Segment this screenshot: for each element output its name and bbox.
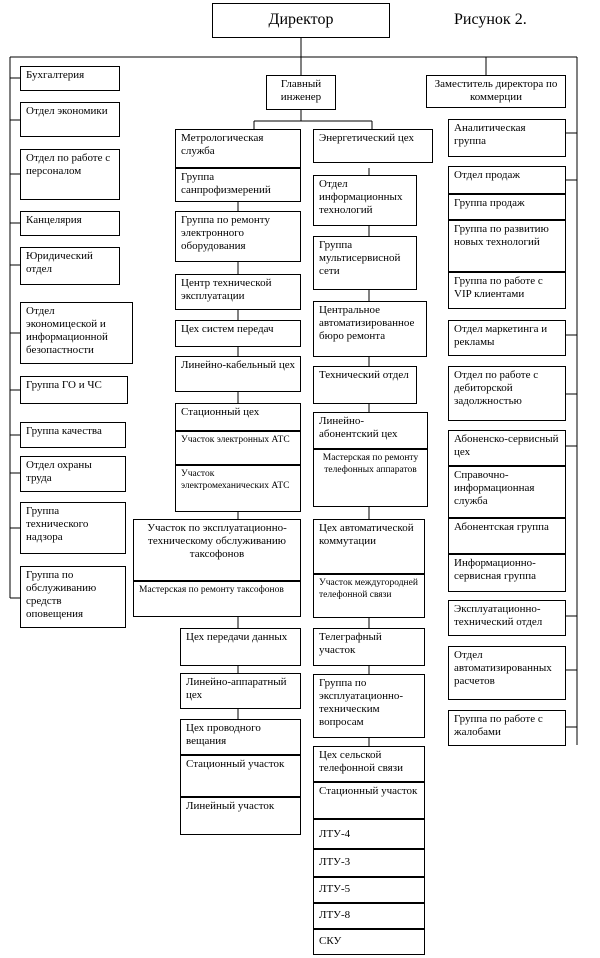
- eng-rural-station: Стационный участок: [313, 782, 425, 819]
- eng-repair-electronic: Группа по ремонту электронного оборудования: [175, 211, 301, 262]
- eng-tech-dept: Технический отдел: [313, 366, 417, 404]
- eng-it-dept: Отдел информационных технологий: [313, 175, 417, 226]
- eng-tech-issues: Группа по эксплуатационно-техническим вопросам: [313, 674, 425, 738]
- left-security: Отдел экономицеской и информационной безопастности: [20, 302, 133, 364]
- eng-telegraph: Телеграфный участок: [313, 628, 425, 666]
- left-labor-safety: Отдел охраны труда: [20, 456, 126, 492]
- eng-station-shop: Стационный цех: [175, 403, 301, 431]
- com-analytics: Аналитическая группа: [448, 119, 566, 157]
- com-receivables: Отдел по работе с дебиторской задолжностью: [448, 366, 566, 421]
- chief-engineer-box: Главный инженер: [266, 75, 336, 110]
- eng-sku: СКУ: [313, 929, 425, 955]
- eng-auto-switch: Цех автоматической коммутации: [313, 519, 425, 574]
- eng-line-apparatus: Линейно-аппаратный цех: [180, 673, 301, 709]
- left-legal: Юридический отдел: [20, 247, 120, 285]
- eng-tech-center: Центр технической эксплуатации: [175, 274, 301, 310]
- com-sales-dept: Отдел продаж: [448, 166, 566, 194]
- eng-energy: Энергетический цех: [313, 129, 433, 163]
- eng-intercity: Участок междугородней телефонной связи: [313, 574, 425, 618]
- com-info-service-group: Информационно-сервисная группа: [448, 554, 566, 592]
- eng-ltu-4: ЛТУ-4: [313, 819, 425, 849]
- com-complaints: Группа по работе с жалобами: [448, 710, 566, 746]
- left-accounting: Бухгалтерия: [20, 66, 120, 91]
- eng-rural: Цех сельской телефонной связи: [313, 746, 425, 782]
- left-civil-defense: Группа ГО и ЧС: [20, 376, 128, 404]
- eng-transmission: Цех систем передач: [175, 320, 301, 347]
- com-marketing: Отдел маркетинга и рекламы: [448, 320, 566, 356]
- eng-ltu-8: ЛТУ-8: [313, 903, 425, 929]
- eng-data-shop: Цех передачи данных: [180, 628, 301, 666]
- com-subscriber-shop: Абоненско-сервисный цех: [448, 430, 566, 466]
- eng-multiservice: Группа мультисервисной сети: [313, 236, 417, 290]
- eng-station-section: Стационный участок: [180, 755, 301, 797]
- com-subscriber-group: Абонентская группа: [448, 518, 566, 554]
- com-info-service: Справочно-информационная служба: [448, 466, 566, 518]
- eng-electronic-ats: Участок электронных АТС: [175, 431, 301, 465]
- figure-label: Рисунок 2.: [454, 11, 527, 28]
- eng-line-cable: Линейно-кабельный цех: [175, 356, 301, 392]
- eng-electromech-ats: Участок электромеханических АТС: [175, 465, 301, 512]
- com-ops-tech: Эксплуатационно-технический отдел: [448, 600, 566, 636]
- eng-payphones-repair: Мастерская по ремонту таксофонов: [133, 581, 301, 617]
- com-vip: Группа по работе с VIP клиентами: [448, 272, 566, 309]
- deputy-commerce-box: Заместитель директора по коммерции: [426, 75, 566, 108]
- director-box: Директор: [212, 3, 390, 38]
- eng-subscriber-line: Линейно-абонентский цех: [313, 412, 428, 449]
- left-personnel: Отдел по работе с персоналом: [20, 149, 120, 200]
- left-economics: Отдел экономики: [20, 102, 120, 137]
- eng-payphones: Участок по эксплуатационно-техническому обслуживанию таксофонов: [133, 519, 301, 581]
- left-alert-service: Группа по обслуживанию средств оповещения: [20, 566, 126, 628]
- com-auto-calc: Отдел автоматизированных расчетов: [448, 646, 566, 700]
- com-new-tech: Группа по развитию новых технологий: [448, 220, 566, 272]
- eng-central-bureau: Центральное автоматизированное бюро ремонта: [313, 301, 427, 357]
- com-sales-group: Группа продаж: [448, 194, 566, 220]
- eng-line-section: Линейный участок: [180, 797, 301, 835]
- eng-ltu-5: ЛТУ-5: [313, 877, 425, 903]
- eng-metrology: Метрологическая служба: [175, 129, 301, 168]
- left-chancellery: Канцелярия: [20, 211, 120, 236]
- eng-sanprof: Группа санпрофизмерений: [175, 168, 301, 202]
- eng-phone-repair: Мастерская по ремонту телефонных аппаратов: [313, 449, 428, 507]
- eng-ltu-3: ЛТУ-3: [313, 849, 425, 877]
- left-quality: Группа качества: [20, 422, 126, 448]
- eng-wire-broadcast: Цех проводного вещания: [180, 719, 301, 755]
- left-tech-supervision: Группа технического надзора: [20, 502, 126, 554]
